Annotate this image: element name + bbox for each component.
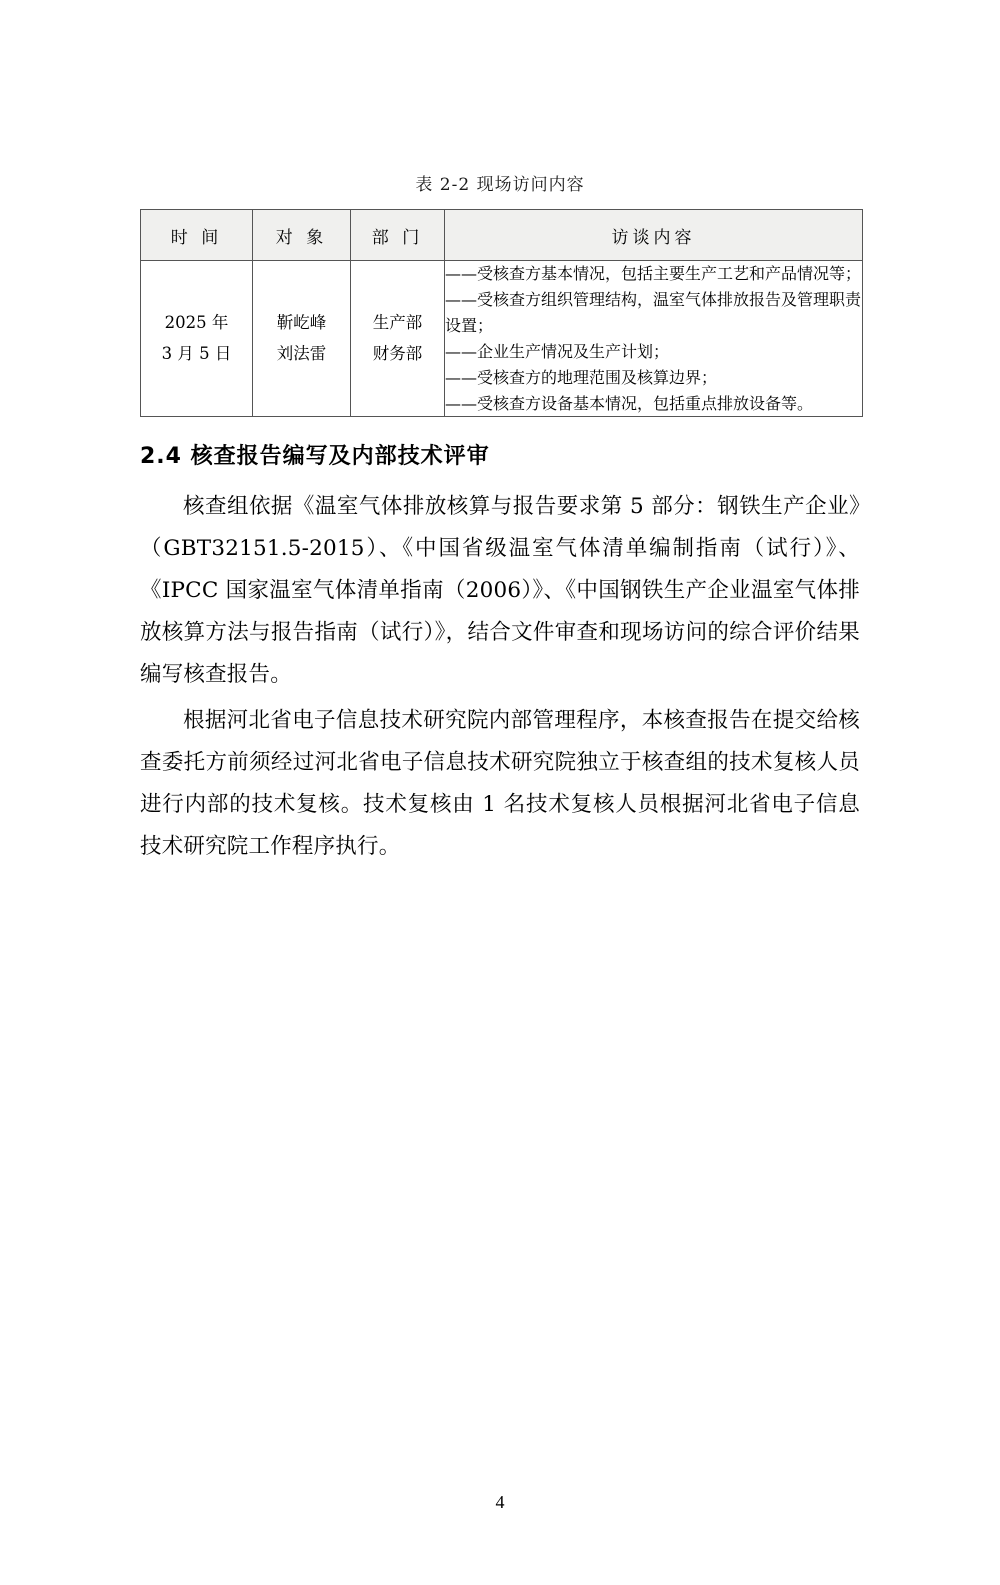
cell-time <box>141 261 253 417</box>
cell-department <box>351 261 445 417</box>
document-page <box>0 170 1000 1585</box>
interview-content-item: ——受核查方的地理范围及核算边界； <box>445 367 718 387</box>
cell-object-line-2: 刘法雷 <box>276 343 327 363</box>
column-header-time: 时 间 <box>141 210 253 261</box>
table-body <box>141 261 863 417</box>
cell-department-line-2: 财务部 <box>372 343 423 363</box>
column-header-department: 部 门 <box>351 210 445 261</box>
cell-time-line-1: 2025 年 <box>164 313 229 333</box>
body-paragraph-1: 核查组依据《温室气体排放核算与报告要求第 5 部分：钢铁生产企业》（GBT32151.5-2015）、《中国省级温室气体清单编制指南（试行）》、《IPCC 国家温室气体清单指南（2006）》、《中国钢铁生产企业温室气体排放核算方法与报告指南（试行）》，结合文件审查和现场访问的综合评价结果编写核查报告。 <box>140 494 860 688</box>
interview-content-item: ——受核查方设备基本情况，包括重点排放设备等。 <box>445 393 814 413</box>
table-header <box>141 210 863 261</box>
page-number: 4 <box>495 1492 505 1512</box>
table-caption: 表 2-2 现场访问内容 <box>415 175 585 195</box>
column-header-content: 访谈内容 <box>445 210 863 261</box>
table-row <box>141 261 863 417</box>
body-paragraph-2: 根据河北省电子信息技术研究院内部管理程序，本核查报告在提交给核查委托方前须经过河北省电子信息技术研究院独立于核查组的技术复核人员进行内部的技术复核。技术复核由 1 名技术复核人员根据河北省电子信息技术研究院工作程序执行。 <box>140 708 860 859</box>
table-header-row <box>141 210 863 261</box>
cell-interview-content <box>445 261 863 417</box>
cell-time-line-2: 3 月 5 日 <box>161 343 232 363</box>
site-visit-table <box>140 209 863 417</box>
interview-content-item: ——企业生产情况及生产计划； <box>445 341 670 361</box>
cell-department-line-1: 生产部 <box>372 313 423 333</box>
section-heading: 2.4 核查报告编写及内部技术评审 <box>140 444 490 470</box>
cell-object <box>253 261 351 417</box>
interview-content-item: ——受核查方组织管理结构，温室气体排放报告及管理职责设置； <box>445 289 862 335</box>
column-header-object: 对 象 <box>253 210 351 261</box>
interview-content-item: ——受核查方基本情况，包括主要生产工艺和产品情况等； <box>445 264 862 283</box>
cell-object-line-1: 靳屹峰 <box>276 313 327 333</box>
